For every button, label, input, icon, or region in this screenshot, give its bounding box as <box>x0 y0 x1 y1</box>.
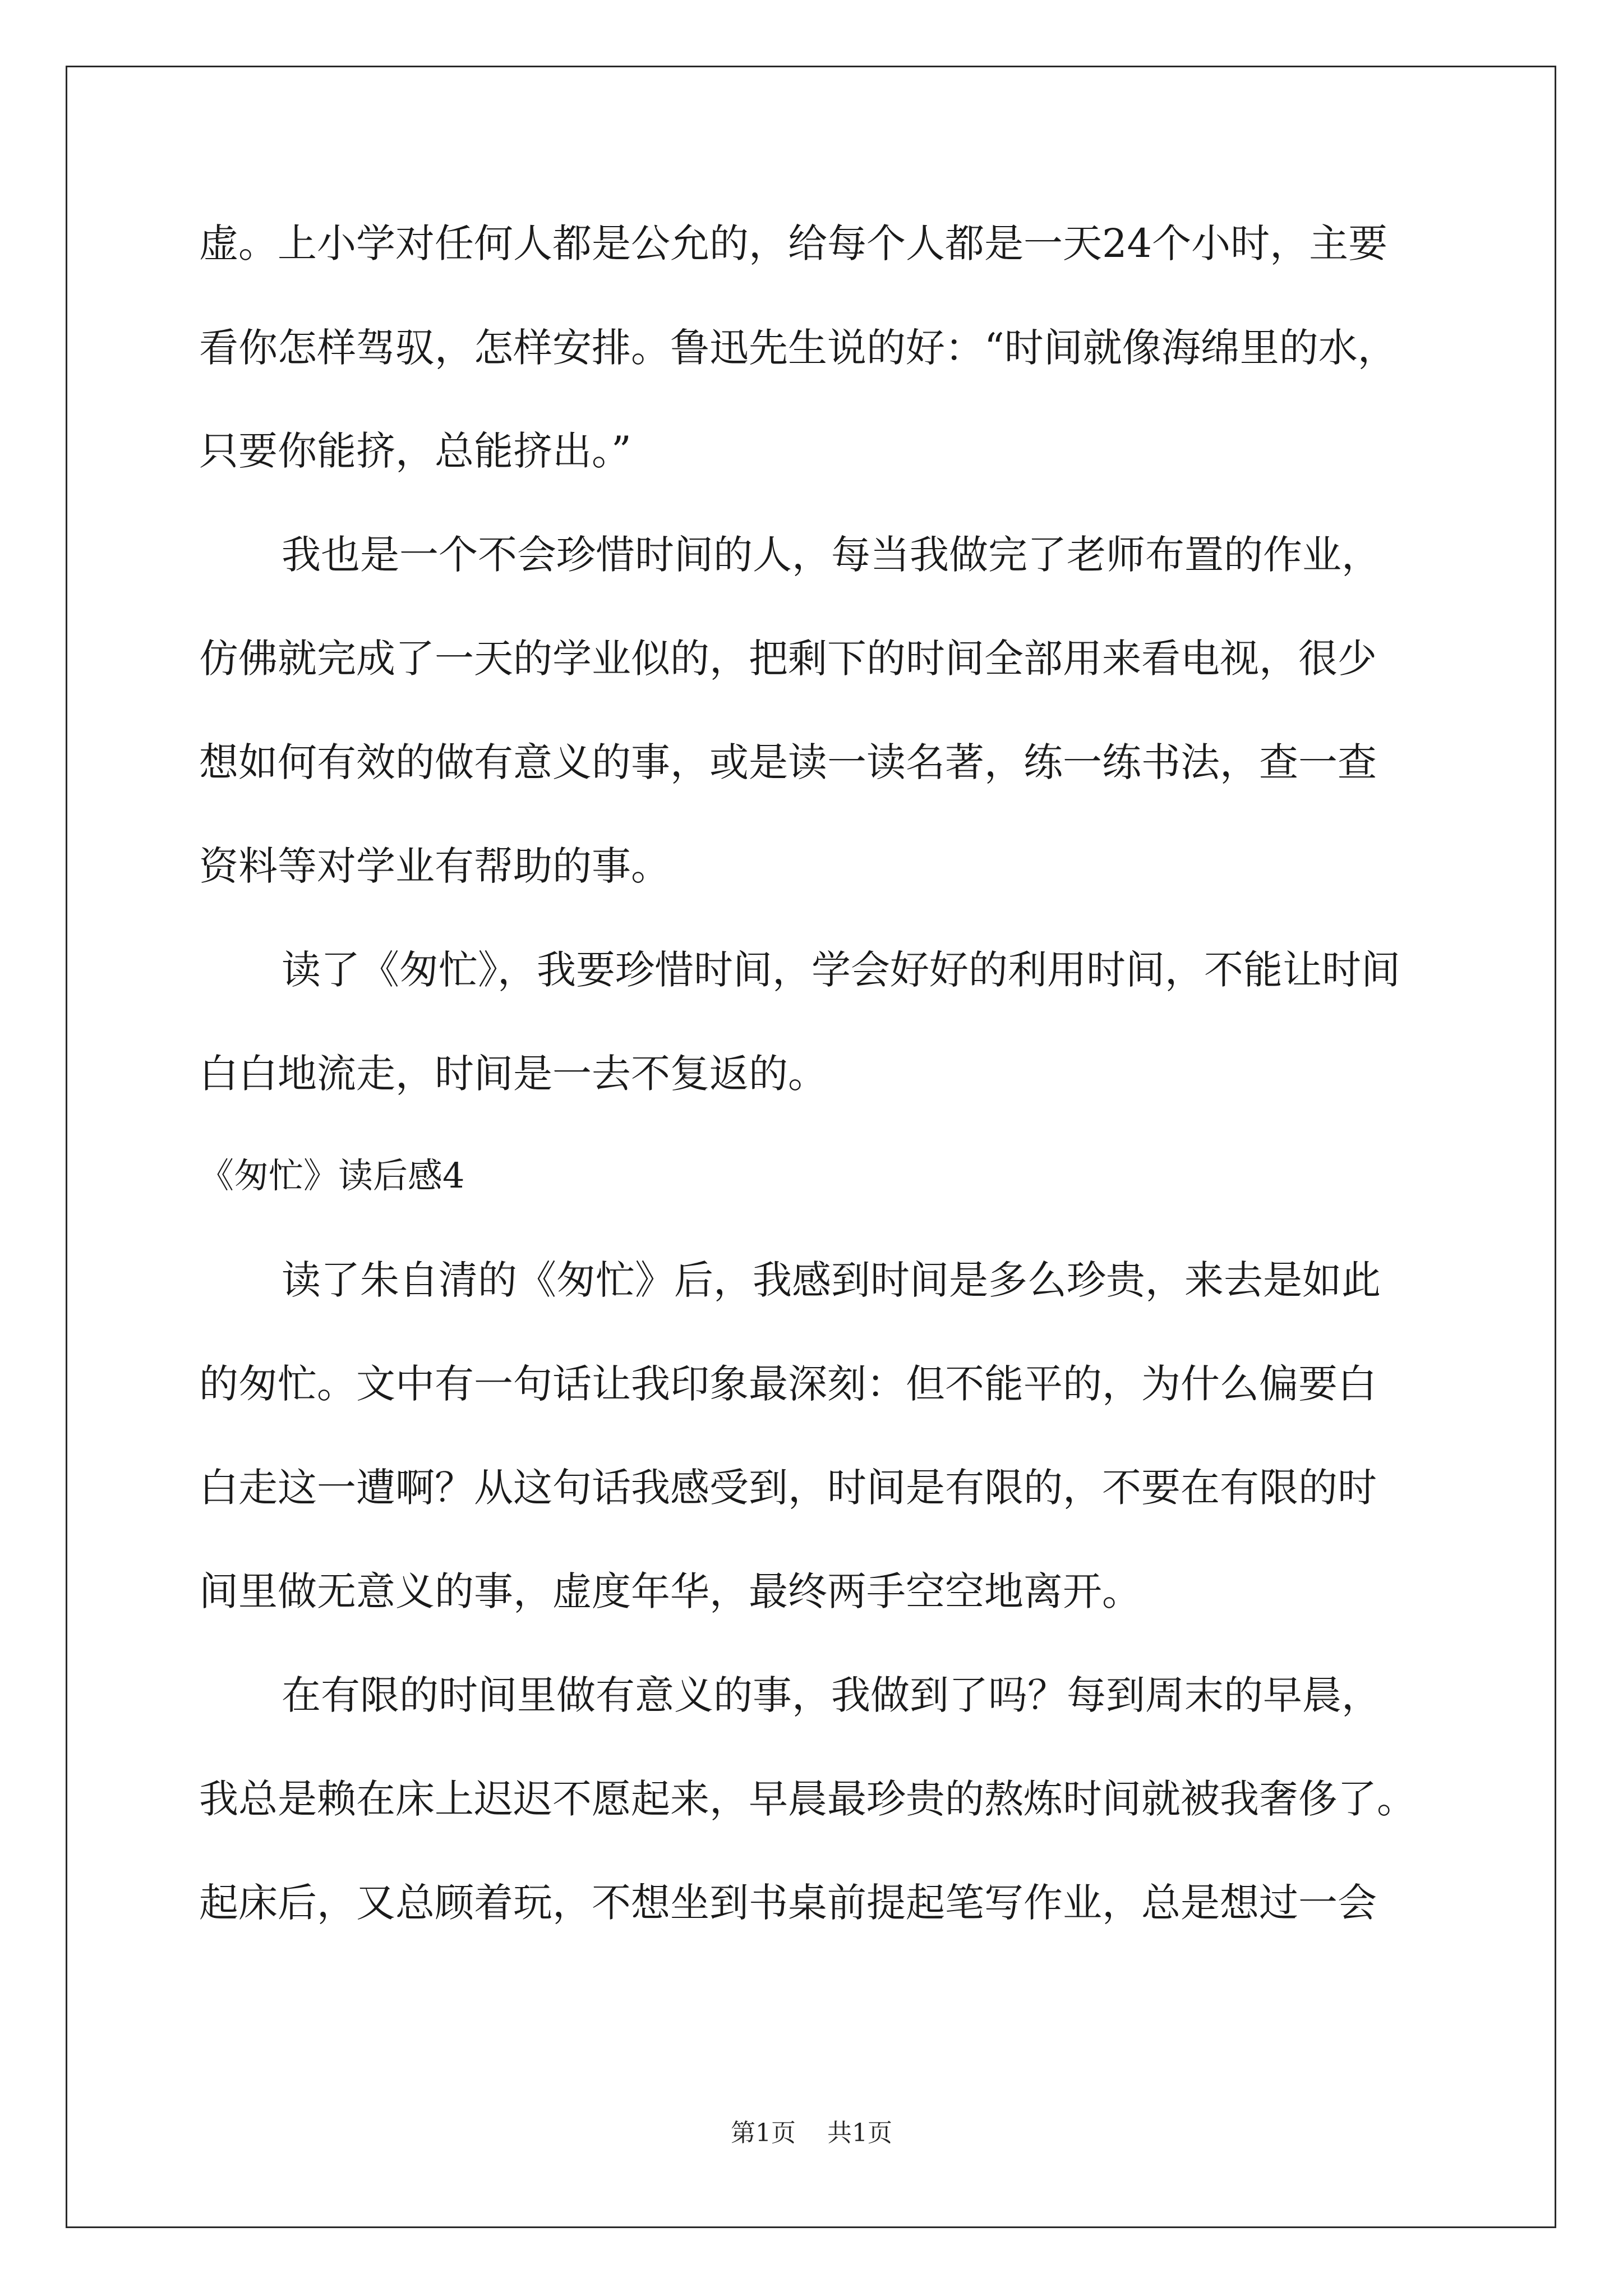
text-line: 虚。上小学对任何人都是公允的，给每个人都是一天24个小时，主要 <box>199 220 1388 266</box>
text-line: 起床后，又总顾着玩，不想坐到书桌前提起笔写作业，总是想过一会 <box>199 1880 1377 1926</box>
text-line: 间里做无意义的事，虚度年华，最终两手空空地离开。 <box>199 1568 1141 1614</box>
page-number: 第1页 <box>731 2119 796 2147</box>
text-line: 白走这一遭啊？从这句话我感受到，时间是有限的，不要在有限的时 <box>199 1465 1377 1511</box>
text-line: 读了朱自清的《匆忙》后，我感到时间是多么珍贵，来去是如此 <box>282 1257 1381 1303</box>
text-line: 读了《匆忙》，我要珍惜时间，学会好好的利用时间，不能让时间 <box>282 947 1400 993</box>
text-line: 在有限的时间里做有意义的事，我做到了吗？每到周末的早晨， <box>282 1672 1381 1718</box>
text-line: 我总是赖在床上迟迟不愿起来，早晨最珍贵的熬炼时间就被我奢侈了。 <box>199 1776 1416 1822</box>
page-footer <box>0 2116 1623 2150</box>
text-line: 我也是一个不会珍惜时间的人，每当我做完了老师布置的作业， <box>282 532 1381 578</box>
text-line: 资料等对学业有帮助的事。 <box>199 843 670 889</box>
text-line: 想如何有效的做有意义的事，或是读一读名著，练一练书法，查一查 <box>199 739 1377 785</box>
text-line: 白白地流走，时间是一去不复返的。 <box>199 1051 827 1097</box>
section-heading: 《匆忙》读后感4 <box>199 1155 465 1196</box>
text-line: 看你怎样驾驭，怎样安排。鲁迅先生说的好：“时间就像海绵里的水， <box>199 325 1397 371</box>
text-line: 的匆忙。文中有一句话让我印象最深刻：但不能平的，为什么偏要白 <box>199 1361 1377 1407</box>
text-line: 只要你能挤，总能挤出。” <box>199 428 631 474</box>
text-line: 仿佛就完成了一天的学业似的，把剩下的时间全部用来看电视，很少 <box>199 636 1377 682</box>
page-count: 共1页 <box>827 2119 892 2147</box>
